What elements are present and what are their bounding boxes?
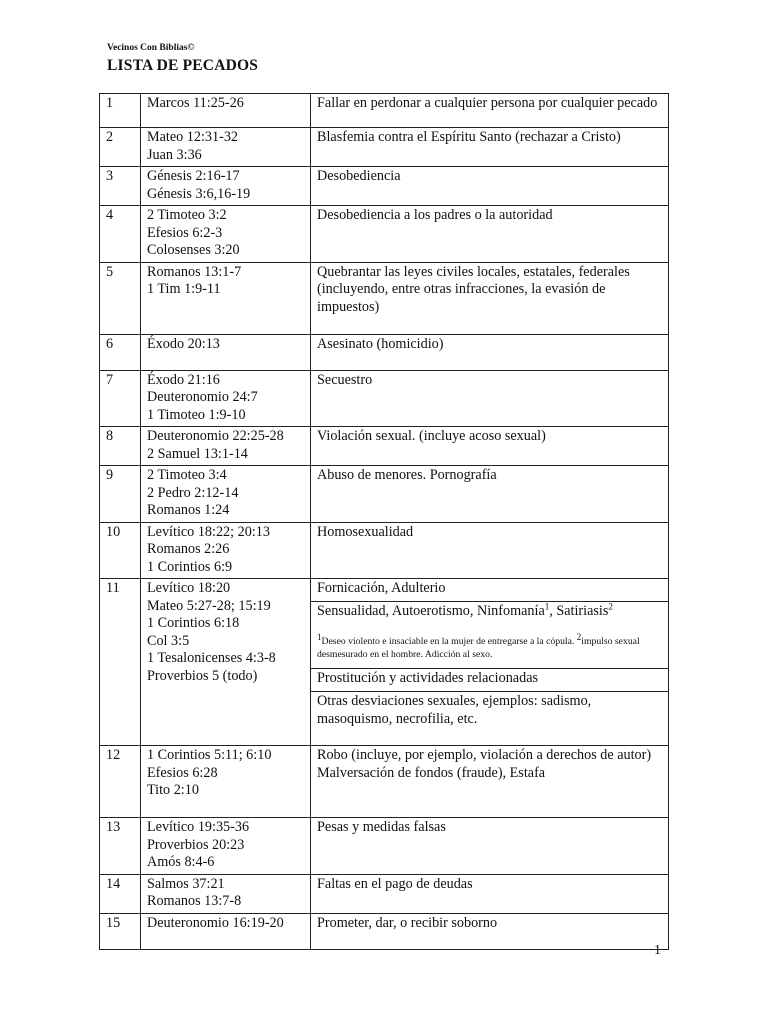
scripture-refs <box>141 874 311 913</box>
scripture-ref: Col 3:5 <box>147 632 190 649</box>
sin-description: Violación sexual. (incluye acoso sexual) <box>311 427 669 466</box>
scripture-ref: 1 Corintios 6:9 <box>147 558 233 575</box>
scripture-ref: 1 Timoteo 1:9-10 <box>147 406 246 423</box>
sin-description: Pesas y medidas falsas <box>311 818 669 875</box>
scripture-ref: Levítico 18:20 <box>147 580 231 596</box>
scripture-ref: 1 Corintios 6:18 <box>147 615 240 631</box>
footnote: $^1$Deseo violento e insaciable en la mujer de entregarse a la cópula. $^2$impulso sexual desmesurado en el hombre. Adicción al sexo. <box>317 631 640 660</box>
scripture-ref: 2 Samuel 13:1-14 <box>147 445 248 462</box>
table-row <box>100 167 669 206</box>
sin-description: Prometer, dar, o recibir soborno <box>311 913 669 949</box>
row-number: 9 <box>100 466 141 523</box>
footnote-marker: 2 <box>608 601 613 612</box>
scripture-ref: Deuteronomio 24:7 <box>147 389 258 405</box>
scripture-ref: Marcos 11:25-26 <box>147 95 244 111</box>
scripture-ref: Levítico 18:22; 20:13 <box>147 523 270 540</box>
scripture-ref: Juan 3:36 <box>147 146 202 163</box>
sin-description: Blasfemia contra el Espíritu Santo (rechazar a Cristo) <box>311 128 669 167</box>
table-row <box>100 874 669 913</box>
scripture-ref: Éxodo 21:16 <box>147 371 220 388</box>
sin-description: Fallar en perdonar a cualquier persona por cualquier pecado <box>311 94 669 128</box>
scripture-refs <box>141 370 311 427</box>
scripture-ref: Efesios 6:28 <box>147 764 218 781</box>
scripture-refs <box>141 167 311 206</box>
scripture-refs <box>141 579 311 746</box>
row-number: 10 <box>100 522 141 579</box>
table-row <box>100 522 669 579</box>
scripture-ref: Proverbios 5 (todo) <box>147 667 258 684</box>
scripture-ref: Romanos 2:26 <box>147 541 230 557</box>
scripture-ref: Génesis 2:16-17 <box>147 168 240 184</box>
sin-description: Otras desviaciones sexuales, ejemplos: sadismo, masoquismo, necrofilia, etc. <box>311 692 669 746</box>
row-number: 1 <box>100 94 141 128</box>
sins-table <box>99 93 669 950</box>
table-row <box>100 913 669 949</box>
sin-description-text: Sensualidad, Autoerotismo, Ninfomanía$^1$, Satiriasis$^2$ <box>317 601 613 619</box>
scripture-ref: Tito 2:10 <box>147 782 199 798</box>
table-row <box>100 334 669 370</box>
scripture-ref: 1 Tim 1:9-11 <box>147 281 221 297</box>
page-number: 1 <box>654 943 661 958</box>
row-number: 11 <box>100 579 141 746</box>
scripture-refs <box>141 818 311 875</box>
footnote-marker: 1 <box>544 601 550 612</box>
publisher-name: Vecinos Con Biblias© <box>107 43 195 53</box>
sin-description: Robo (incluye, por ejemplo, violación a derechos de autor) Malversación de fondos (fraude), Estafa <box>311 746 669 818</box>
scripture-ref: Proverbios 20:23 <box>147 836 245 853</box>
scripture-refs <box>141 466 311 523</box>
sin-description: Prostitución y actividades relacionadas <box>311 669 669 692</box>
scripture-refs <box>141 913 311 949</box>
scripture-ref: Amós 8:4-6 <box>147 854 215 870</box>
table-row <box>100 94 669 128</box>
row-number: 5 <box>100 262 141 334</box>
row-number: 4 <box>100 206 141 263</box>
scripture-ref: Deuteronomio 16:19-20 <box>147 914 284 931</box>
scripture-ref: 2 Pedro 2:12-14 <box>147 484 239 501</box>
scripture-refs <box>141 427 311 466</box>
scripture-ref: Éxodo 20:13 <box>147 335 220 352</box>
table-row <box>100 427 669 466</box>
scripture-ref: Colosenses 3:20 <box>147 242 240 258</box>
scripture-refs <box>141 262 311 334</box>
scripture-ref: 1 Tesalonicenses 4:3-8 <box>147 650 276 666</box>
row-number: 15 <box>100 913 141 949</box>
scripture-ref: Génesis 3:6,16-19 <box>147 185 251 202</box>
scripture-ref: Mateo 12:31-32 <box>147 129 239 145</box>
scripture-ref: Levítico 19:35-36 <box>147 819 250 835</box>
table-row <box>100 746 669 818</box>
table-row <box>100 818 669 875</box>
scripture-ref: 2 Timoteo 3:4 <box>147 467 227 483</box>
document-title: LISTA DE PECADOS <box>107 57 259 74</box>
row-number: 13 <box>100 818 141 875</box>
table-row <box>100 262 669 334</box>
table-row <box>100 206 669 263</box>
scripture-ref: Salmos 37:21 <box>147 875 225 892</box>
scripture-ref: 2 Timoteo 3:2 <box>147 207 227 223</box>
row-number: 8 <box>100 427 141 466</box>
scripture-ref: Romanos 13:1-7 <box>147 263 242 280</box>
sin-description: Abuso de menores. Pornografía <box>311 466 669 523</box>
scripture-ref: Romanos 1:24 <box>147 502 230 518</box>
sin-description <box>311 602 669 669</box>
row-number: 2 <box>100 128 141 167</box>
sin-description: Desobediencia a los padres o la autoridad <box>311 206 669 263</box>
table-row <box>100 128 669 167</box>
sin-description: Quebrantar las leyes civiles locales, estatales, federales (incluyendo, entre otras infracciones, la evasión de impuestos) <box>311 262 669 334</box>
scripture-ref: Mateo 5:27-28; 15:19 <box>147 597 271 614</box>
scripture-refs <box>141 206 311 263</box>
scripture-refs <box>141 94 311 128</box>
scripture-refs <box>141 128 311 167</box>
sin-description: Desobediencia <box>311 167 669 206</box>
table-row <box>100 370 669 427</box>
scripture-ref: Efesios 6:2-3 <box>147 224 223 241</box>
scripture-refs <box>141 522 311 579</box>
sin-description: Fornicación, Adulterio <box>311 579 669 602</box>
row-number: 3 <box>100 167 141 206</box>
sin-description: Homosexualidad <box>311 522 669 579</box>
scripture-ref: Deuteronomio 22:25-28 <box>147 428 284 444</box>
scripture-ref: Romanos 13:7-8 <box>147 893 242 909</box>
sin-description: Asesinato (homicidio) <box>311 334 669 370</box>
scripture-refs <box>141 334 311 370</box>
table-row <box>100 466 669 523</box>
row-number: 12 <box>100 746 141 818</box>
scripture-refs <box>141 746 311 818</box>
sin-description: Secuestro <box>311 370 669 427</box>
row-number: 14 <box>100 874 141 913</box>
row-number: 6 <box>100 334 141 370</box>
sin-description: Faltas en el pago de deudas <box>311 874 669 913</box>
scripture-ref: 1 Corintios 5:11; 6:10 <box>147 747 272 763</box>
row-number: 7 <box>100 370 141 427</box>
table-row <box>100 579 669 602</box>
